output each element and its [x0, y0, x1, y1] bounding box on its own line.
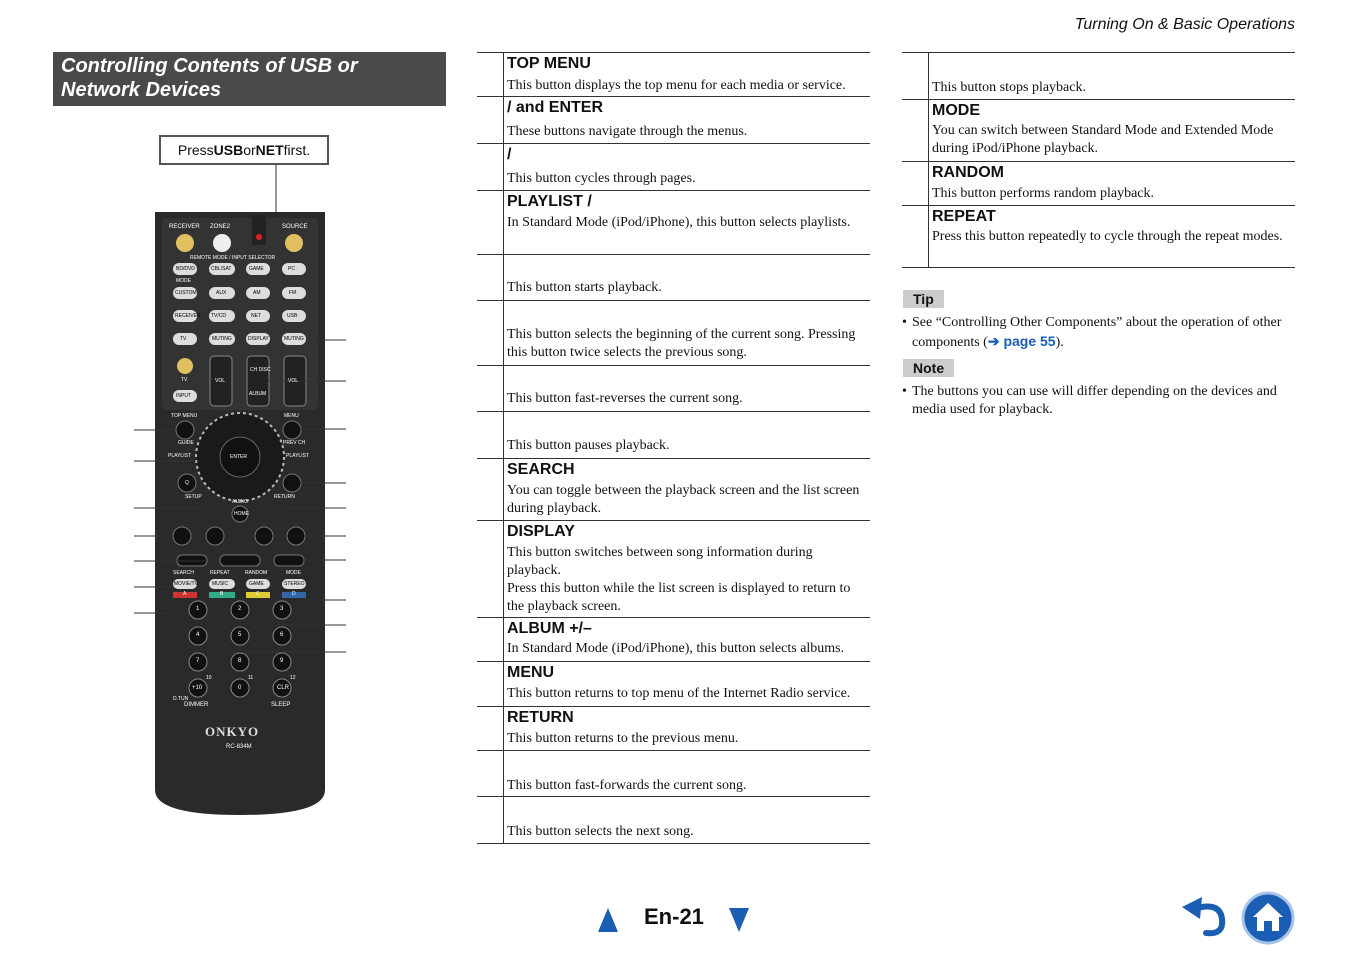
- remote-tv-label: TV: [181, 377, 188, 383]
- remote-enter[interactable]: ENTER: [230, 454, 247, 460]
- remote-n4[interactable]: 4: [196, 632, 200, 638]
- button-description-table-2: [902, 52, 1295, 268]
- remote-dtun-label: D.TUN: [173, 696, 189, 702]
- col1-row: [477, 520, 870, 617]
- col1-row: [477, 458, 870, 520]
- remote-mode-selector-label: REMOTE MODE / INPUT SELECTOR: [190, 255, 276, 261]
- col1-row-description: This button fast-reverses the current song.: [507, 391, 743, 406]
- press-post: first.: [283, 142, 311, 158]
- col1-row-description: This button fast-forwards the current song.: [507, 778, 747, 793]
- press-pre: Press: [177, 142, 214, 158]
- col1-row-number-cell: [477, 412, 504, 458]
- col2-row-description: Press this button repeatedly to cycle through the repeat modes.: [932, 229, 1283, 244]
- home-icon[interactable]: [1241, 891, 1295, 945]
- remote-tv[interactable]: TV: [180, 336, 187, 342]
- remote-n12: 12: [290, 675, 296, 681]
- col1-row-number-cell: [477, 521, 504, 617]
- remote-mode-label: MODE: [176, 278, 191, 284]
- remote-receiver-btn[interactable]: RECEIVER: [175, 313, 201, 319]
- col2-row-heading: MODE: [932, 102, 980, 119]
- col1-row-number-cell: [477, 618, 504, 661]
- col2-row-number-cell: [902, 100, 929, 161]
- remote-repeat-label: REPEAT: [210, 570, 230, 576]
- col1-row-number-cell: [477, 459, 504, 520]
- tip-text: • See “Controlling Other Components” about the operation of other components (➔ page 55).: [902, 315, 1282, 350]
- tip-text-pre: See “Controlling Other Components” about the operation of other components (: [912, 315, 1282, 350]
- col2-bottom-rule: [902, 267, 1295, 268]
- remote-plus10[interactable]: +10: [192, 685, 203, 691]
- remote-n1[interactable]: 1: [196, 606, 200, 612]
- col1-row: [477, 411, 870, 458]
- remote-n9[interactable]: 9: [280, 658, 284, 664]
- remote-control-illustration: [0, 0, 480, 954]
- remote-sleep-label: SLEEP: [271, 702, 291, 708]
- press-usb: USB: [213, 142, 244, 158]
- col1-row-number-cell: [477, 301, 504, 365]
- remote-n6[interactable]: 6: [280, 632, 284, 638]
- remote-display[interactable]: DISPLAY: [248, 336, 269, 342]
- remote-audio-label: AUDIO: [232, 499, 248, 505]
- remote-n10: 10: [206, 675, 212, 681]
- remote-search-label: SEARCH: [173, 570, 194, 576]
- remote-mode2-label: MODE: [286, 570, 301, 576]
- note-badge: Note: [903, 359, 954, 377]
- remote-input[interactable]: INPUT: [176, 393, 191, 399]
- tip-text-post: ).: [1055, 335, 1064, 350]
- remote-muting-r[interactable]: MUTING: [284, 336, 304, 342]
- remote-zone2-label: ZONE2: [210, 224, 231, 230]
- col2-row: [902, 161, 1295, 205]
- col1-row-number-cell: [477, 191, 504, 254]
- remote-ch-disc[interactable]: CH DISC: [250, 367, 271, 373]
- press-mid: or: [243, 142, 256, 158]
- remote-brand-logo: ONKYO: [205, 724, 260, 739]
- remote-model: RC-834M: [226, 744, 252, 750]
- col1-row-description: This button returns to top menu of the Internet Radio service.: [507, 686, 851, 701]
- remote-pc[interactable]: PC: [288, 266, 295, 272]
- remote-random-label: RANDOM: [245, 570, 268, 576]
- remote-home[interactable]: HOME: [234, 511, 249, 517]
- col1-row-description: This button displays the top menu for each media or service.: [507, 78, 846, 93]
- col1-row-heading: / and ENTER: [507, 99, 604, 116]
- remote-stereo[interactable]: STEREO: [284, 581, 305, 587]
- remote-playlist-r-label: PLAYLIST: [286, 453, 309, 459]
- col2-row-description: You can switch between Standard Mode and Extended Mode during iPod/iPhone playback.: [932, 123, 1274, 156]
- col2-row-description: This button performs random playback.: [932, 186, 1155, 201]
- running-header: Turning On & Basic Operations: [1074, 16, 1295, 33]
- col1-row-description: This button selects the beginning of the current song. Pressing this button twice selects the previous song.: [507, 327, 856, 360]
- col1-row: [477, 617, 870, 661]
- col1-row-number-cell: [477, 662, 504, 706]
- col1-row-heading: ALBUM +/–: [507, 620, 592, 637]
- triangle-down-icon[interactable]: [727, 906, 751, 934]
- col1-bottom-rule: [477, 843, 870, 844]
- remote-fm[interactable]: FM: [289, 290, 297, 296]
- col1-row-description: You can toggle between the playback screen and the list screen during playback.: [507, 483, 860, 516]
- col2-row-heading: RANDOM: [932, 164, 1004, 181]
- col1-row-description-2: Press this button while the list screen is displayed to return to the playback screen.: [507, 581, 851, 614]
- col2-row: [902, 205, 1295, 267]
- col1-row-number-cell: [477, 97, 504, 143]
- col2-row: [902, 52, 1295, 99]
- remote-b[interactable]: B: [220, 591, 224, 597]
- page-number: En-21: [644, 904, 704, 929]
- col1-row-description: These buttons navigate through the menus.: [507, 124, 748, 139]
- remote-n3[interactable]: 3: [280, 606, 284, 612]
- col1-row-number-cell: [477, 797, 504, 843]
- col1-row: [477, 300, 870, 365]
- remote-dimmer-label: DIMMER: [184, 702, 209, 708]
- remote-n2[interactable]: 2: [238, 606, 242, 612]
- col1-row-number-cell: [477, 53, 504, 96]
- col1-row-number-cell: [477, 751, 504, 796]
- col1-row: [477, 96, 870, 143]
- remote-top-menu-label: TOP MENU: [171, 413, 198, 419]
- remote-tv-cd[interactable]: TV/CD: [211, 313, 226, 319]
- col1-row-heading: MENU: [507, 664, 555, 681]
- col1-row-description: This button returns to the previous menu.: [507, 731, 739, 746]
- tip-page-link[interactable]: ➔ page 55: [987, 333, 1056, 349]
- col1-row-heading: SEARCH: [507, 461, 575, 478]
- remote-clr[interactable]: CLR: [277, 685, 290, 691]
- col1-row: [477, 52, 870, 96]
- col1-row-heading: TOP MENU: [507, 55, 591, 72]
- col1-row-number-cell: [477, 707, 504, 750]
- col1-row: [477, 254, 870, 300]
- remote-am[interactable]: AM: [253, 290, 261, 296]
- col1-row-description: In Standard Mode (iPod/iPhone), this button selects playlists.: [507, 215, 851, 230]
- back-arrow-icon[interactable]: [1180, 895, 1230, 939]
- col1-row: [477, 796, 870, 843]
- remote-c[interactable]: C: [256, 591, 260, 597]
- tip-badge: Tip: [903, 290, 944, 308]
- col1-row-description: This button starts playback.: [507, 280, 662, 295]
- col1-row-heading: RETURN: [507, 709, 574, 726]
- press-net: NET: [255, 142, 284, 158]
- col1-row: [477, 706, 870, 750]
- remote-menu-label: MENU: [284, 413, 299, 419]
- col1-row-description: In Standard Mode (iPod/iPhone), this button selects albums.: [507, 641, 845, 656]
- col1-row: [477, 750, 870, 796]
- remote-custom[interactable]: CUSTOM: [175, 290, 197, 296]
- remote-prev-ch-label: PREV CH: [283, 440, 306, 446]
- remote-return-label: RETURN: [274, 494, 295, 500]
- col1-row-description: This button selects the next song.: [507, 824, 694, 839]
- button-description-table-1: [477, 52, 870, 844]
- remote-game2[interactable]: GAME: [249, 581, 264, 587]
- remote-n11: 11: [248, 675, 254, 681]
- col2-row: [902, 99, 1295, 161]
- remote-muting-l[interactable]: MUTING: [212, 336, 232, 342]
- col2-row-description: This button stops playback.: [932, 80, 1086, 95]
- remote-usb[interactable]: USB: [287, 313, 298, 319]
- remote-cbl-sat[interactable]: CBL/SAT: [211, 266, 232, 272]
- remote-n5[interactable]: 5: [238, 632, 242, 638]
- col2-row-number-cell: [902, 53, 929, 99]
- remote-n0[interactable]: 0: [238, 685, 242, 691]
- col1-row-heading: PLAYLIST /: [507, 193, 592, 210]
- remote-vol-l[interactable]: VOL: [215, 378, 226, 384]
- remote-vol-r[interactable]: VOL: [288, 378, 299, 384]
- col1-row-heading: DISPLAY: [507, 523, 575, 540]
- col1-row: [477, 190, 870, 254]
- remote-playlist-l-label: PLAYLIST: [168, 453, 191, 459]
- remote-n7[interactable]: 7: [196, 658, 200, 664]
- col1-row: [477, 365, 870, 411]
- remote-setup-label: SETUP: [185, 494, 202, 500]
- col1-row-description: This button switches between song information during playback.: [507, 545, 813, 578]
- remote-a[interactable]: A: [183, 591, 187, 597]
- remote-album[interactable]: ALBUM: [249, 391, 267, 397]
- remote-source-label: SOURCE: [282, 224, 308, 230]
- remote-q[interactable]: Q: [185, 480, 189, 486]
- remote-d[interactable]: D: [292, 591, 296, 597]
- section-title-line1: Controlling Contents of USB or: [61, 55, 358, 77]
- col1-row-description: This button cycles through pages.: [507, 171, 696, 186]
- col2-row-heading: REPEAT: [932, 208, 996, 225]
- remote-music[interactable]: MUSIC: [212, 581, 229, 587]
- remote-n8[interactable]: 8: [238, 658, 242, 664]
- remote-aux[interactable]: AUX: [216, 290, 227, 296]
- remote-movie-tv[interactable]: MOVIE/TV: [174, 581, 198, 587]
- note-text-body: The buttons you can use will differ depending on the devices and media used for playback.: [912, 384, 1277, 417]
- remote-net[interactable]: NET: [251, 313, 261, 319]
- col2-row-number-cell: [902, 162, 929, 205]
- col1-row: [477, 661, 870, 706]
- remote-bd-dvd[interactable]: BD/DVD: [176, 266, 195, 272]
- col1-row-number-cell: [477, 144, 504, 190]
- col1-row-number-cell: [477, 255, 504, 300]
- col1-row-heading: /: [507, 146, 512, 163]
- triangle-up-icon[interactable]: [596, 906, 620, 934]
- note-text: • The buttons you can use will differ depending on the devices and media used for playback.: [902, 383, 1295, 401]
- remote-game[interactable]: GAME: [249, 266, 264, 272]
- section-title-line2: Network Devices: [61, 79, 222, 101]
- remote-guide-label: GUIDE: [178, 440, 194, 446]
- col2-row-number-cell: [902, 206, 929, 267]
- col1-row: [477, 143, 870, 190]
- col1-row-description: This button pauses playback.: [507, 438, 670, 453]
- remote-receiver-label: RECEIVER: [169, 224, 200, 230]
- col1-row-number-cell: [477, 366, 504, 411]
